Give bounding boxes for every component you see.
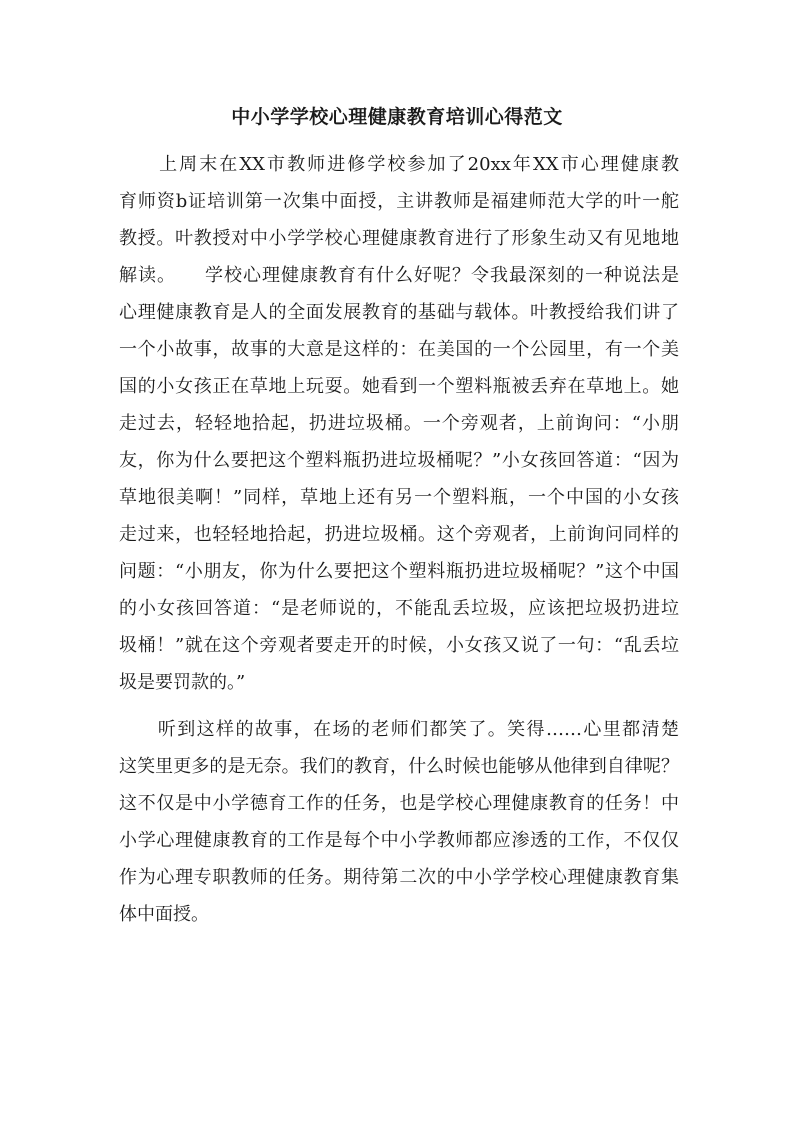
- text-line: 上周末在XX市教师进修学校参加了20xx年XX市心理健康教: [119, 154, 679, 175]
- text-line: 育师资b证培训第一次集中面授，主讲教师是福建师范大学的叶一舵: [119, 191, 679, 212]
- text-line: 这笑里更多的是无奈。我们的教育，什么时候也能够从他律到自律呢？: [119, 756, 679, 777]
- text-line: 一个小故事，故事的大意是这样的：在美国的一个公园里，有一个美: [119, 339, 679, 360]
- text-line: 心理健康教育是人的全面发展教育的基础与载体。叶教授给我们讲了: [119, 302, 679, 323]
- text-line: 问题：“小朋友，你为什么要把这个塑料瓶扔进垃圾桶呢？”这个中国: [119, 561, 679, 582]
- text-line: 体中面授。: [119, 904, 209, 925]
- text-line: 作为心理专职教师的任务。期待第二次的中小学学校心理健康教育集: [119, 867, 679, 888]
- text-line: 的小女孩回答道：“是老师说的，不能乱丢垃圾，应该把垃圾扔进垃: [119, 598, 679, 619]
- text-line: 草地很美啊！”同样，草地上还有另一个塑料瓶，一个中国的小女孩: [119, 487, 679, 508]
- text-line: 解读。 学校心理健康教育有什么好呢？令我最深刻的一种说法是: [119, 265, 679, 286]
- paragraph-gap: [119, 701, 679, 711]
- text-line: 国的小女孩正在草地上玩耍。她看到一个塑料瓶被丢弃在草地上。她: [119, 376, 679, 397]
- text-line: 友，你为什么要把这个塑料瓶扔进垃圾桶呢？”小女孩回答道：“因为: [119, 450, 679, 471]
- text-line: 圾桶！”就在这个旁观者要走开的时候，小女孩又说了一句：“乱丢垃: [119, 635, 679, 656]
- text-line: 小学心理健康教育的工作是每个中小学教师都应渗透的工作，不仅仅: [119, 830, 679, 851]
- text-line: 走过去，轻轻地拾起，扔进垃圾桶。一个旁观者，上前询问：“小朋: [119, 413, 679, 434]
- document-title: 中小学学校心理健康教育培训心得范文: [231, 106, 563, 128]
- text-line: 这不仅是中小学德育工作的任务，也是学校心理健康教育的任务！中: [119, 793, 679, 814]
- paragraph-2: [119, 711, 679, 933]
- paragraph-1: [119, 146, 679, 701]
- text-line: 教授。叶教授对中小学学校心理健康教育进行了形象生动又有见地地: [119, 228, 679, 249]
- text-line: 走过来，也轻轻地拾起，扔进垃圾桶。这个旁观者，上前询问同样的: [119, 524, 679, 545]
- text-line: 圾是要罚款的。”: [119, 672, 246, 693]
- document-body: [119, 146, 679, 933]
- text-line: 听到这样的故事，在场的老师们都笑了。笑得……心里都清楚: [119, 719, 679, 740]
